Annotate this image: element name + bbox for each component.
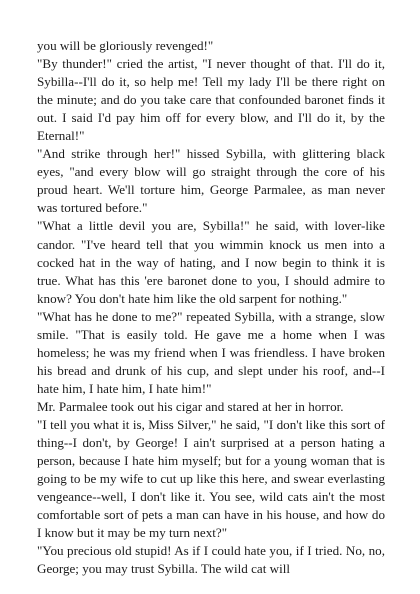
paragraph: "I tell you what it is, Miss Silver," he said, "I don't like this sort of thing--I don't, by George! I ain't surprised at a person hating a person, because I hate him myself; but for a young woman that is going to be my wife to cut up like this here, and swear everlasting vengeance--well, I don't like it. You see, wild cats ain't the most comfortable sort of pets a man can have in his house, and how do I know but it may be my turn next?" <box>37 416 385 541</box>
paragraph: Mr. Parmalee took out his cigar and stared at her in horror. <box>37 398 344 414</box>
paragraph: you will be gloriously revenged!" <box>37 38 214 53</box>
paragraph: "And strike through her!" hissed Sybilla, with glittering black eyes, "and every blow will go straight through the core of his proud heart. We'll torture him, George Parmalee, as man never was tortured before." <box>37 146 385 216</box>
page-text <box>37 37 385 578</box>
paragraph: "By thunder!" cried the artist, "I never thought of that. I'll do it, Sybilla--I'll do it, so help me! Tell my lady I'll be there right on the minute; and do you take care that confounded baronet finds it out. I said I'd pay him off for every blow, and I'll do it, by the Eternal!" <box>37 56 385 144</box>
paragraph: "You precious old stupid! As if I could hate you, if I tried. No, no, George; you may trust Sybilla. The wild cat will <box>37 543 385 577</box>
paragraph: "What a little devil you are, Sybilla!" he said, with lover-like candor. "I've heard tell that you wimmin knock us men into a cocked hat in the way of hating, and I now begin to think it is true. What has this 'ere baronet done to you, I should admire to know? You don't hate him like the old sarpent for nothing." <box>37 218 385 306</box>
paragraph: "What has he done to me?" repeated Sybilla, with a strange, slow smile. "That is easily told. He gave me a home when I was homeless; he was my friend when I was friendless. I have broken his bread and drunk of his cup, and slept under his roof, and--I hate him, I hate him, I hate him!" <box>37 308 385 396</box>
